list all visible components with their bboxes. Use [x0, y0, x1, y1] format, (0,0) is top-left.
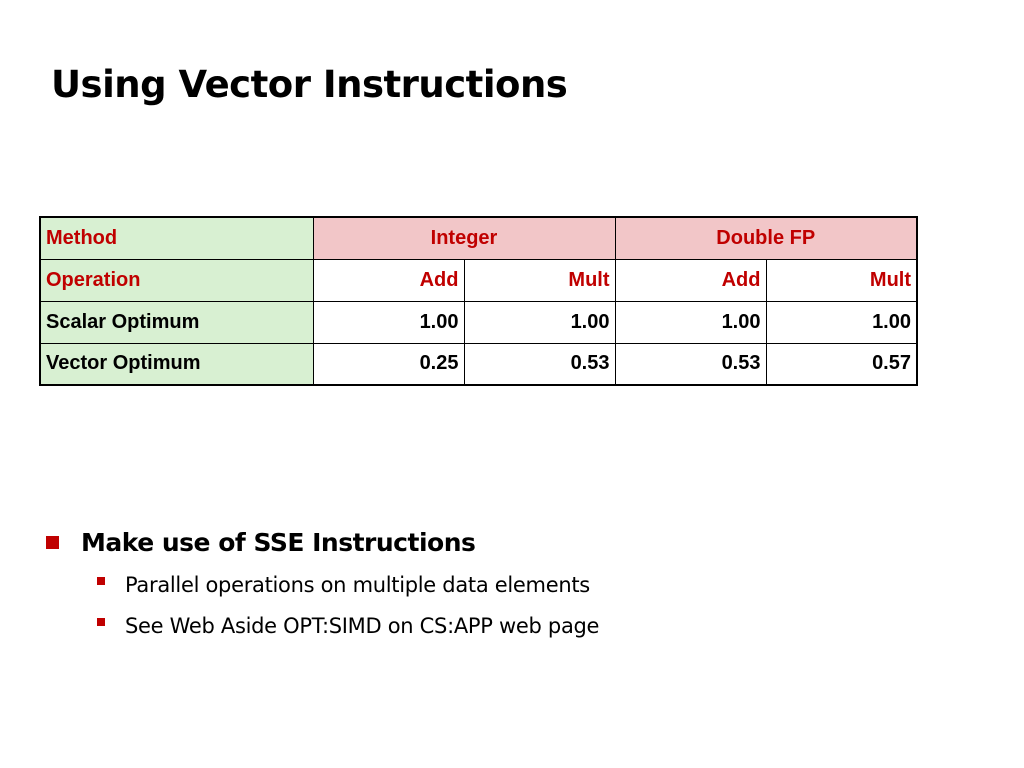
- vector-optimum-label: Vector Optimum: [40, 343, 313, 385]
- table-cell: 0.53: [615, 343, 766, 385]
- square-bullet-icon: [97, 577, 105, 585]
- sub-bullet-text: Parallel operations on multiple data elements: [125, 572, 590, 597]
- bullet-item: [42, 522, 599, 646]
- integer-mult-header: Mult: [464, 259, 615, 301]
- table-cell: 1.00: [615, 301, 766, 343]
- sub-bullet-item: [97, 605, 599, 646]
- table-cell: 1.00: [766, 301, 917, 343]
- method-label-cell: Method: [40, 217, 313, 259]
- bullet-main-line: [42, 522, 599, 562]
- scalar-optimum-label: Scalar Optimum: [40, 301, 313, 343]
- method-row: [40, 217, 917, 259]
- performance-table: [39, 216, 918, 386]
- table-cell: 1.00: [464, 301, 615, 343]
- sub-bullet-text: See Web Aside OPT:SIMD on CS:APP web page: [125, 613, 600, 638]
- square-bullet-icon: [46, 536, 59, 549]
- table-cell: 1.00: [313, 301, 464, 343]
- operation-row: [40, 259, 917, 301]
- sub-bullet-item: [97, 564, 599, 605]
- integer-add-header: Add: [313, 259, 464, 301]
- square-bullet-icon: [97, 618, 105, 626]
- table-cell: 0.57: [766, 343, 917, 385]
- sub-bullet-list: [42, 564, 599, 646]
- table-row: [40, 301, 917, 343]
- bullet-list: [42, 522, 599, 646]
- double-fp-group-header: Double FP: [615, 217, 917, 259]
- integer-group-header: Integer: [313, 217, 615, 259]
- bullet-text: Make use of SSE Instructions: [81, 527, 476, 557]
- slide-title: Using Vector Instructions: [51, 63, 568, 106]
- double-fp-mult-header: Mult: [766, 259, 917, 301]
- operation-label-cell: Operation: [40, 259, 313, 301]
- table-row: [40, 343, 917, 385]
- double-fp-add-header: Add: [615, 259, 766, 301]
- table-cell: 0.25: [313, 343, 464, 385]
- table-cell: 0.53: [464, 343, 615, 385]
